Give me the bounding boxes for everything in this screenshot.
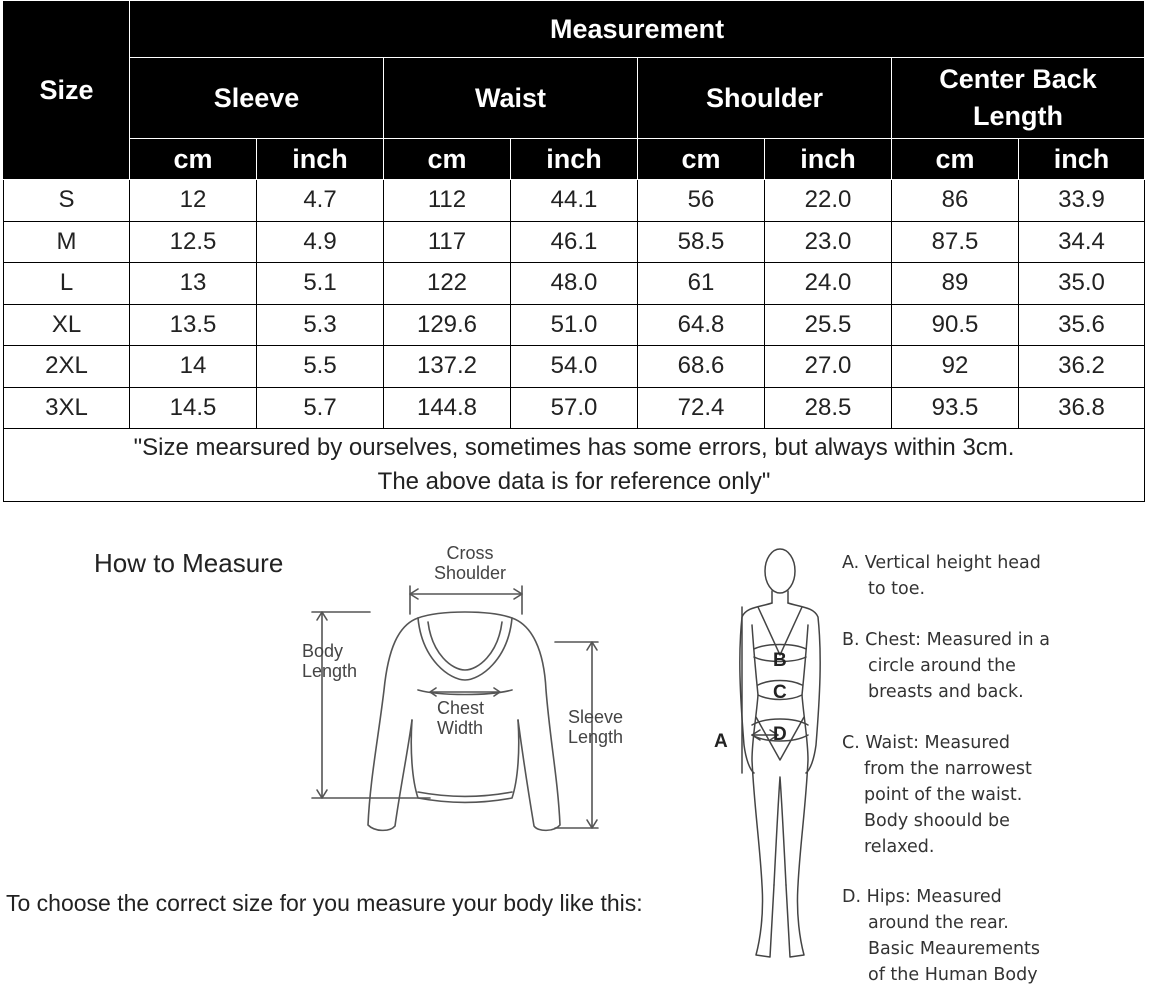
value-cell: 35.6 [1019, 304, 1145, 346]
value-cell: 25.5 [765, 304, 892, 346]
body-length-label [302, 641, 357, 681]
figure-letter-d: D [773, 724, 787, 745]
unit-header: cm [384, 139, 511, 180]
value-cell: 36.2 [1019, 346, 1145, 388]
cross-shoulder-line-1: Cross [446, 543, 494, 563]
group-header-center-back-length [892, 58, 1145, 139]
value-cell: 68.6 [638, 346, 765, 388]
value-cell: 23.0 [765, 221, 892, 263]
description-d [842, 884, 1040, 988]
value-cell: 144.8 [384, 387, 511, 429]
description-c-line-2: from the narrowest [864, 759, 1032, 779]
group-header-sleeve: Sleeve [130, 58, 384, 139]
value-cell: 51.0 [511, 304, 638, 346]
value-cell: 54.0 [511, 346, 638, 388]
value-cell: 86 [892, 180, 1019, 222]
size-column-header: Size [4, 1, 130, 180]
size-cell: M [4, 221, 130, 263]
unit-header: cm [130, 139, 257, 180]
description-b [842, 627, 1050, 705]
value-cell: 12.5 [130, 221, 257, 263]
description-c-line-4: Body shoould be [864, 811, 1010, 831]
value-cell: 4.7 [257, 180, 384, 222]
description-c [842, 730, 1032, 860]
note-line-1: "Size mearsured by ourselves, sometimes has some errors, but always within 3cm. [133, 434, 1015, 461]
description-a-line-1: A. Vertical height head [842, 553, 1041, 573]
unit-header: cm [638, 139, 765, 180]
body-length-line-1: Body [302, 641, 344, 661]
value-cell: 14 [130, 346, 257, 388]
value-cell: 48.0 [511, 263, 638, 305]
value-cell: 46.1 [511, 221, 638, 263]
unit-header: inch [511, 139, 638, 180]
table-row [4, 180, 1145, 222]
description-d-line-2: around the rear. [868, 913, 1009, 933]
value-cell: 93.5 [892, 387, 1019, 429]
value-cell: 27.0 [765, 346, 892, 388]
value-cell: 112 [384, 180, 511, 222]
sleeve-length-label [568, 707, 623, 747]
description-d-line-3: Basic Meaurements [868, 939, 1041, 959]
value-cell: 13 [130, 263, 257, 305]
description-a [842, 550, 1041, 602]
value-cell: 5.1 [257, 263, 384, 305]
description-d-line-4: of the Human Body [868, 965, 1038, 985]
size-cell: S [4, 180, 130, 222]
value-cell: 4.9 [257, 221, 384, 263]
value-cell: 22.0 [765, 180, 892, 222]
value-cell: 28.5 [765, 387, 892, 429]
value-cell: 122 [384, 263, 511, 305]
description-a-line-2: to toe. [868, 579, 926, 599]
chest-width-line-1: Chest [437, 698, 485, 718]
value-cell: 14.5 [130, 387, 257, 429]
cross-shoulder-line-2: Shoulder [433, 563, 507, 583]
value-cell: 129.6 [384, 304, 511, 346]
size-cell: 2XL [4, 346, 130, 388]
table-row [4, 346, 1145, 388]
value-cell: 35.0 [1019, 263, 1145, 305]
size-cell: L [4, 263, 130, 305]
choose-size-instruction: To choose the correct size for you measure your body like this: [6, 890, 643, 916]
size-chart-table [3, 0, 1145, 502]
description-b-line-1: B. Chest: Measured in a [842, 630, 1050, 650]
unit-header: inch [1019, 139, 1145, 180]
value-cell: 5.7 [257, 387, 384, 429]
description-d-line-1: D. Hips: Measured [842, 887, 1002, 907]
description-c-line-3: point of the waist. [864, 785, 1023, 805]
chest-width-line-2: Width [437, 718, 484, 738]
value-cell: 72.4 [638, 387, 765, 429]
how-to-measure-title: How to Measure [94, 548, 284, 578]
table-row [4, 263, 1145, 305]
description-c-line-1: C. Waist: Measured [842, 733, 1011, 753]
unit-header: cm [892, 139, 1019, 180]
value-cell: 117 [384, 221, 511, 263]
value-cell: 61 [638, 263, 765, 305]
figure-letter-b: B [773, 650, 787, 671]
group-header-shoulder: Shoulder [638, 58, 892, 139]
note-line-2: The above data is for reference only" [377, 468, 771, 495]
sleeve-length-line-2: Length [568, 727, 624, 747]
figure-letter-a: A [714, 731, 728, 752]
description-c-line-5: relaxed. [864, 837, 935, 857]
cross-shoulder-label [425, 543, 515, 583]
measurement-header: Measurement [130, 1, 1145, 58]
group-header-waist: Waist [384, 58, 638, 139]
value-cell: 137.2 [384, 346, 511, 388]
body-figure-sketch [730, 545, 840, 965]
unit-header-row [4, 139, 1145, 180]
value-cell: 57.0 [511, 387, 638, 429]
figure-letter-c: C [773, 682, 787, 703]
description-b-line-2: circle around the [868, 656, 1016, 676]
value-cell: 33.9 [1019, 180, 1145, 222]
value-cell: 5.5 [257, 346, 384, 388]
unit-header: inch [257, 139, 384, 180]
value-cell: 90.5 [892, 304, 1019, 346]
note-row [4, 429, 1145, 502]
value-cell: 13.5 [130, 304, 257, 346]
table-row [4, 221, 1145, 263]
value-cell: 34.4 [1019, 221, 1145, 263]
value-cell: 87.5 [892, 221, 1019, 263]
sleeve-length-line-1: Sleeve [568, 707, 624, 727]
unit-header: inch [765, 139, 892, 180]
center-back-length-label: Center Back Length [939, 64, 1097, 131]
value-cell: 89 [892, 263, 1019, 305]
disclaimer-note [4, 429, 1145, 502]
size-cell: 3XL [4, 387, 130, 429]
value-cell: 56 [638, 180, 765, 222]
value-cell: 44.1 [511, 180, 638, 222]
value-cell: 58.5 [638, 221, 765, 263]
body-length-line-2: Length [302, 661, 358, 681]
value-cell: 36.8 [1019, 387, 1145, 429]
table-row [4, 304, 1145, 346]
value-cell: 92 [892, 346, 1019, 388]
value-cell: 24.0 [765, 263, 892, 305]
value-cell: 12 [130, 180, 257, 222]
value-cell: 64.8 [638, 304, 765, 346]
size-cell: XL [4, 304, 130, 346]
chest-width-label [437, 698, 484, 738]
table-row [4, 387, 1145, 429]
value-cell: 5.3 [257, 304, 384, 346]
description-b-line-3: breasts and back. [868, 682, 1024, 702]
